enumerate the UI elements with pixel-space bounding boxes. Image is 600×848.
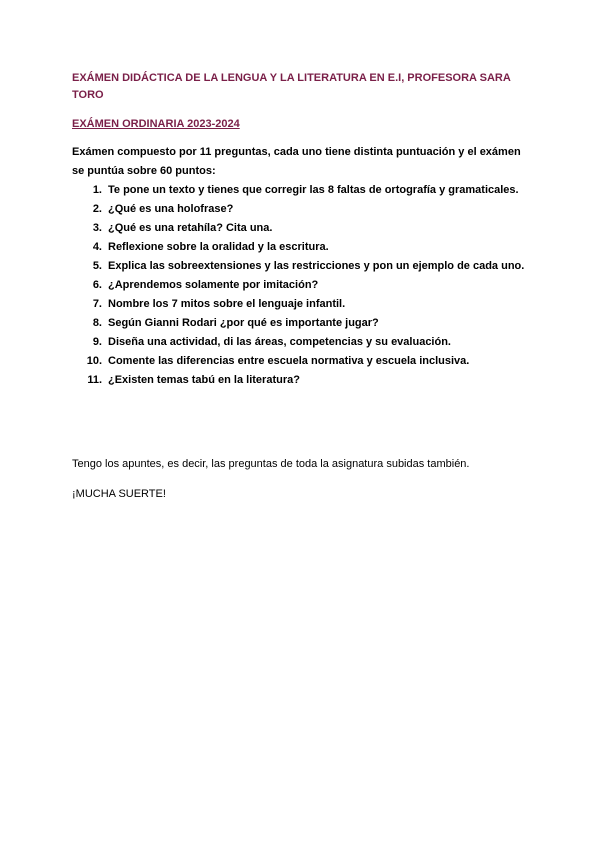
question-number: 10. <box>86 355 102 367</box>
question-text: ¿Qué es una holofrase? <box>108 203 234 215</box>
question-item <box>72 295 528 314</box>
question-text: Reflexione sobre la oralidad y la escritura. <box>108 241 329 253</box>
question-item <box>72 257 528 276</box>
question-number: 3. <box>92 222 102 234</box>
question-text: ¿Existen temas tabú en la literatura? <box>108 374 300 386</box>
question-number: 9. <box>92 336 102 348</box>
question-item <box>72 314 528 333</box>
question-number: 2. <box>92 203 102 215</box>
question-text: Nombre los 7 mitos sobre el lenguaje infantil. <box>108 298 346 310</box>
question-text: Comente las diferencias entre escuela normativa y escuela inclusiva. <box>108 355 470 367</box>
question-text: ¿Aprendemos solamente por imitación? <box>108 279 319 291</box>
exam-intro: Exámen compuesto por 11 preguntas, cada uno tiene distinta puntuación y el exámen se puntúa sobre 60 puntos: <box>72 146 521 177</box>
question-item <box>72 219 528 238</box>
question-number: 4. <box>92 241 102 253</box>
question-item <box>72 238 528 257</box>
question-text: Te pone un texto y tienes que corregir las 8 faltas de ortografía y gramaticales. <box>108 184 519 196</box>
question-item <box>72 200 528 219</box>
question-item <box>72 276 528 295</box>
question-item <box>72 352 528 371</box>
question-list <box>72 181 528 390</box>
question-text: Explica las sobreextensiones y las restricciones y pon un ejemplo de cada uno. <box>108 260 525 272</box>
question-number: 5. <box>92 260 102 272</box>
question-item <box>72 181 528 200</box>
question-item <box>72 333 528 352</box>
question-text: Según Gianni Rodari ¿por qué es importante jugar? <box>108 317 379 329</box>
question-number: 6. <box>92 279 102 291</box>
closing-message: ¡MUCHA SUERTE! <box>72 488 166 500</box>
document-title: EXÁMEN DIDÁCTICA DE LA LENGUA Y LA LITERATURA EN E.I, PROFESORA SARA TORO <box>72 72 511 101</box>
question-text: Diseña una actividad, di las áreas, competencias y su evaluación. <box>108 336 451 348</box>
question-number: 11. <box>87 374 102 386</box>
question-number: 7. <box>92 298 102 310</box>
question-item <box>72 371 528 390</box>
question-number: 8. <box>92 317 102 329</box>
question-number: 1. <box>92 184 102 196</box>
exam-subtitle: EXÁMEN ORDINARIA 2023-2024 <box>72 118 240 130</box>
notes-paragraph: Tengo los apuntes, es decir, las preguntas de toda la asignatura subidas también. <box>72 458 470 470</box>
question-text: ¿Qué es una retahíla? Cita una. <box>108 222 273 234</box>
